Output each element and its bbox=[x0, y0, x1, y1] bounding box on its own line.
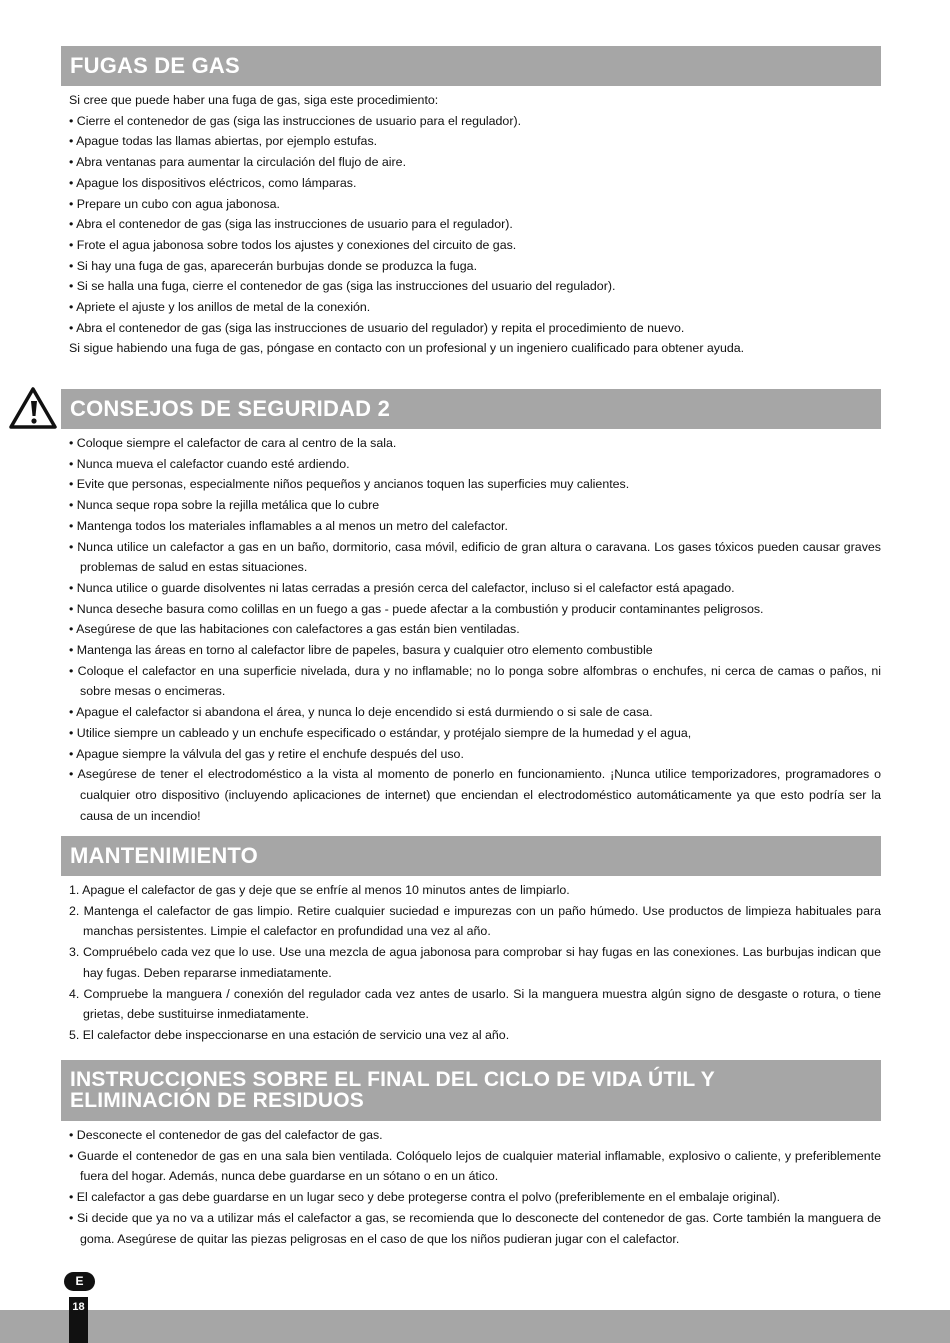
list-item: • Abra ventanas para aumentar la circulación del flujo de aire. bbox=[69, 155, 407, 170]
list-item: • Apriete el ajuste y los anillos de metal de la conexión. bbox=[69, 300, 371, 315]
section-title bbox=[61, 1060, 881, 1121]
list-item: • Evite que personas, especialmente niños pequeños y ancianos toquen las superficies muy calientes. bbox=[69, 477, 630, 492]
section-safety-tips bbox=[61, 389, 881, 826]
list-item: • Frote el agua jabonosa sobre todos los ajustes y conexiones del circuito de gas. bbox=[69, 237, 517, 252]
list-item: • Mantenga las áreas en torno al calefactor libre de papeles, basura y cualquier otro elemento combustible bbox=[69, 643, 653, 658]
list-item: • Nunca utilice o guarde disolventes ni latas cerradas a presión cerca del calefactor, incluso si el calefactor está apagado. bbox=[69, 580, 735, 595]
list-item: • Coloque el calefactor en una superficie nivelada, dura y no inflamable; no lo ponga sobre alfombras o enchufes, ni cerca de camas o paños, ni sobre mesas o encimeras. bbox=[69, 663, 881, 699]
list-item: • Nunca seque ropa sobre la rejilla metálica que lo cubre bbox=[69, 498, 380, 513]
intro-text: Si cree que puede haber una fuga de gas, siga este procedimiento: bbox=[69, 93, 439, 107]
outro-text: Si sigue habiendo una fuga de gas, póngase en contacto con un profesional y un ingeniero cualificado para obtener ayuda. bbox=[69, 341, 745, 356]
list-item: • Cierre el contenedor de gas (siga las instrucciones de usuario para el regulador). bbox=[69, 113, 522, 128]
warning-triangle-icon bbox=[8, 386, 58, 430]
list-item: • Apague todas las llamas abiertas, por ejemplo estufas. bbox=[69, 134, 378, 149]
list bbox=[69, 111, 881, 339]
list-item: • Nunca utilice un calefactor a gas en un baño, dormitorio, casa móvil, edificio de gran altura o caravana. Los gases tóxicos pueden causar graves problemas de salud en estas situaciones. bbox=[69, 539, 881, 575]
list-item: • Nunca deseche basura como colillas en un fuego a gas - puede afectar a la combustión y producir contaminantes peligrosos. bbox=[69, 601, 764, 616]
list-item: • Desconecte el contenedor de gas del calefactor de gas. bbox=[69, 1128, 383, 1142]
list-item: • Apague el calefactor si abandona el área, y nunca lo deje encendido si está durmiendo o si sale de casa. bbox=[69, 705, 653, 720]
section-body bbox=[61, 876, 881, 1046]
list-item: • Utilice siempre un cableado y un enchufe especificado o estándar, y protéjalo siempre de la humedad y el agua, bbox=[69, 725, 692, 740]
list-item: • Si decide que ya no va a utilizar más el calefactor a gas, se recomienda que lo desconecte del contenedor de gas. Corte también la manguera de goma. Asegúrese de quitar las piezas peligrosas en el caso de que los niños pudieran jugar con el calefactor. bbox=[69, 1210, 881, 1246]
list-item: • Apague los dispositivos eléctricos, como lámparas. bbox=[69, 175, 357, 190]
section-title-line-2: ELIMINACIÓN DE RESIDUOS bbox=[70, 1089, 364, 1112]
list-item: • Si hay una fuga de gas, aparecerán burbujas donde se produzca la fuga. bbox=[69, 258, 478, 273]
list-item: • Si se halla una fuga, cierre el contenedor de gas (siga las instrucciones del usuario del regulador). bbox=[69, 279, 616, 294]
section-title: FUGAS DE GAS bbox=[61, 46, 881, 86]
list-item: • Coloque siempre el calefactor de cara al centro de la sala. bbox=[69, 436, 397, 450]
list-item: • Asegúrese de tener el electrodoméstico a la vista al momento de ponerlo en funcionamiento. ¡Nunca utilice temporizadores, programadores o cualquier otro dispositivo (incluyendo aplicaciones de internet) que enciendan el electrodoméstico automáticamente ya que esto podría ser la causa de un incendio! bbox=[69, 767, 881, 823]
list bbox=[69, 433, 881, 826]
list-item: 1. Apague el calefactor de gas y deje que se enfríe al menos 10 minutos antes de limpiarlo. bbox=[69, 883, 570, 897]
section-body bbox=[61, 1121, 881, 1249]
list-item: 5. El calefactor debe inspeccionarse en una estación de servicio una vez al año. bbox=[69, 1027, 510, 1042]
list-item: 3. Compruébelo cada vez que lo use. Use una mezcla de agua jabonosa para comprobar si hay fugas en las conexiones. Las burbujas indican que hay fugas. Deben repararse inmediatamente. bbox=[69, 945, 881, 980]
list-item: • Asegúrese de que las habitaciones con calefactores a gas están bien ventiladas. bbox=[69, 622, 520, 637]
list-item: • Prepare un cubo con agua jabonosa. bbox=[69, 196, 281, 211]
list-item: • Nunca mueva el calefactor cuando esté ardiendo. bbox=[69, 456, 350, 471]
list-item: • Mantenga todos los materiales inflamables a al menos un metro del calefactor. bbox=[69, 518, 508, 533]
section-title: MANTENIMIENTO bbox=[61, 836, 881, 876]
language-badge: E bbox=[64, 1272, 95, 1291]
section-gas-leaks bbox=[61, 46, 881, 359]
section-title: CONSEJOS DE SEGURIDAD 2 bbox=[61, 389, 881, 429]
list-item: • El calefactor a gas debe guardarse en un lugar seco y debe protegerse contra el polvo (preferiblemente en el embalaje original). bbox=[69, 1190, 781, 1205]
section-title-line-1: INSTRUCCIONES SOBRE EL FINAL DEL CICLO DE VIDA ÚTIL Y bbox=[70, 1068, 715, 1091]
section-maintenance bbox=[61, 836, 881, 1046]
section-body bbox=[61, 86, 881, 359]
list-item: • Abra el contenedor de gas (siga las instrucciones de usuario para el regulador). bbox=[69, 217, 513, 232]
list-item: • Apague siempre la válvula del gas y retire el enchufe después del uso. bbox=[69, 746, 464, 761]
list bbox=[69, 1125, 881, 1249]
list-item: 4. Compruebe la manguera / conexión del regulador cada vez antes de usarlo. Si la manguera muestra algún signo de desgaste o rotura, o tiene grietas, debe sustituirse inmediatamente. bbox=[69, 986, 881, 1022]
list bbox=[69, 880, 881, 1046]
section-end-of-life bbox=[61, 1060, 881, 1249]
footer-bar bbox=[0, 1310, 950, 1343]
list-item: • Abra el contenedor de gas (siga las instrucciones de usuario del regulador) y repita el procedimiento de nuevo. bbox=[69, 320, 685, 335]
list-item: 2. Mantenga el calefactor de gas limpio. Retire cualquier suciedad e impurezas con un paño húmedo. Use productos de limpieza habituales para manchas persistentes. Limpie el calefactor en profundidad una vez al año. bbox=[69, 903, 881, 939]
page-number: 18 bbox=[69, 1297, 88, 1343]
section-body bbox=[61, 429, 881, 826]
list-item: • Guarde el contenedor de gas en una sala bien ventilada. Colóquelo lejos de cualquier material inflamable, explosivo o caliente, y preferiblemente fuera del hogar. Además, nunca debe guardarse en un sótano o en un ático. bbox=[69, 1148, 881, 1184]
